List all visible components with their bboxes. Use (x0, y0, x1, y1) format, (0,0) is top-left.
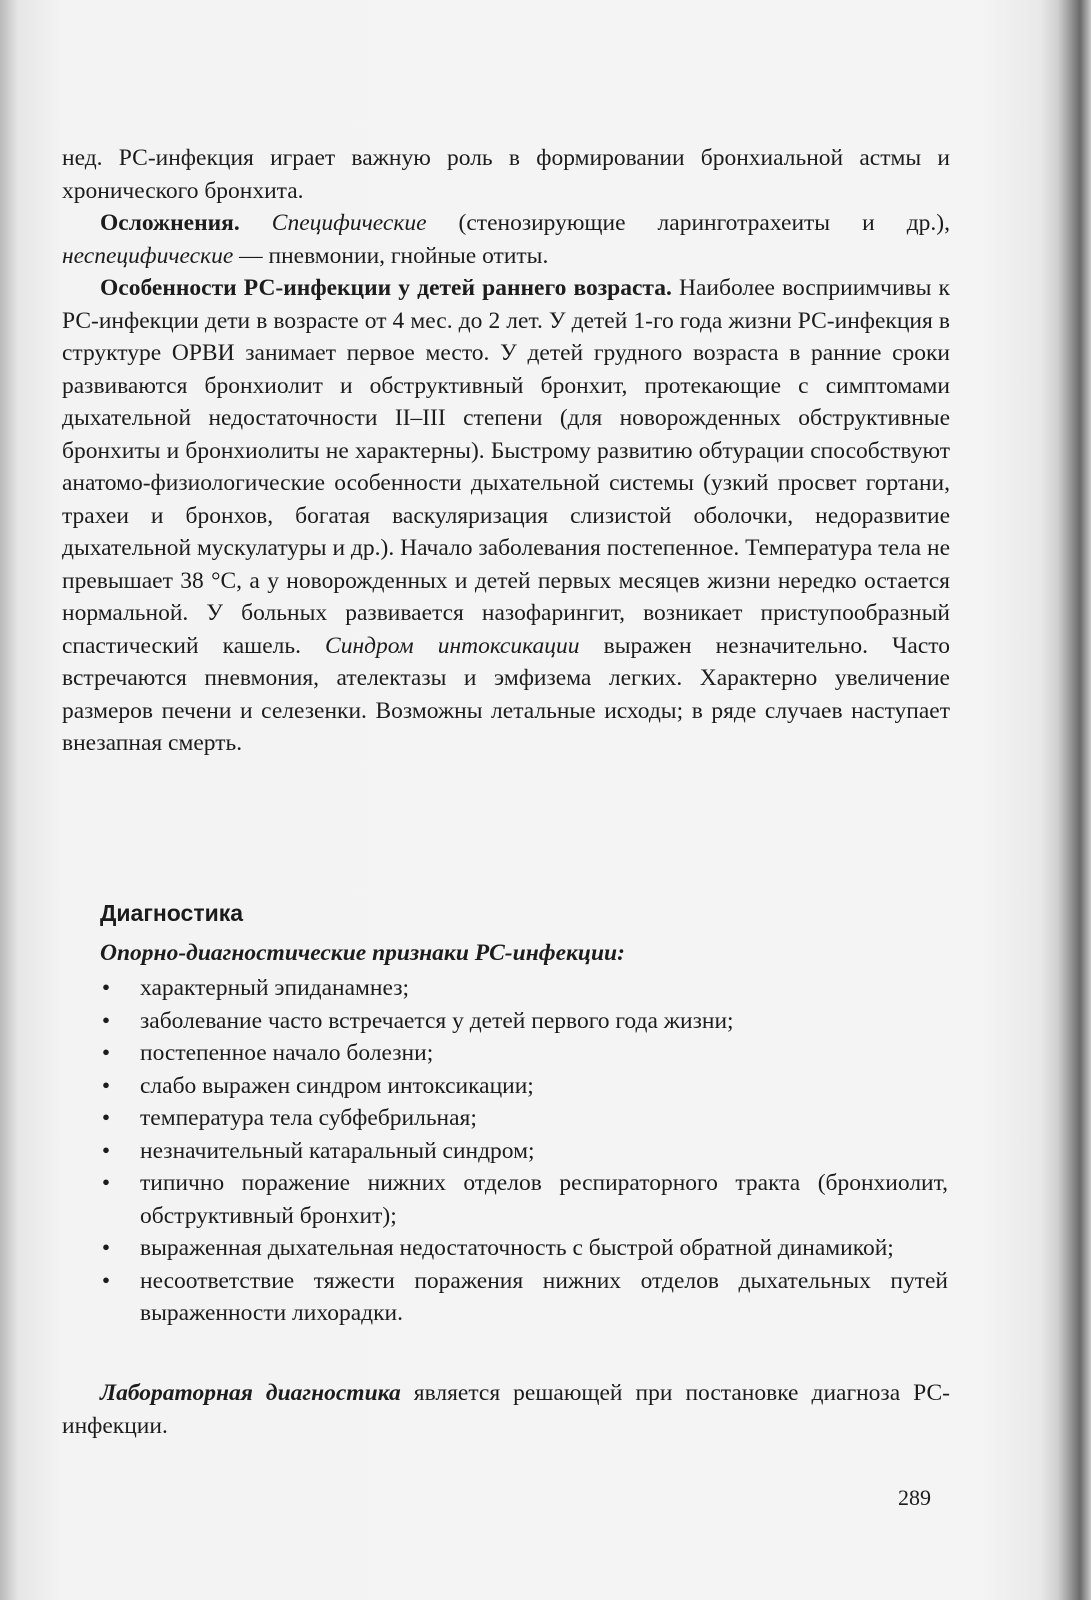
list-item (100, 1070, 948, 1103)
section-heading-diagnostics: Диагностика (100, 900, 244, 926)
features-intoxication: Синдром интоксикации (325, 632, 580, 659)
list-item-text: заболевание часто встречается у детей первого года жизни; (140, 1007, 734, 1034)
list-item (100, 1037, 948, 1070)
list-item (100, 1265, 948, 1330)
lab-text: является решающей при постановке диагноза РС-инфекции. (62, 1380, 951, 1439)
complications-label: Осложнения. (100, 210, 240, 236)
complications-specific: Специфические (271, 210, 427, 236)
list-item-text: характерный эпиданамнез; (140, 975, 410, 1001)
complications-nonspecific: неспецифические (62, 242, 234, 269)
list-item-text: выраженная дыхательная недостаточность с быстрой обратной динамикой; (140, 1235, 894, 1261)
list-item-text: температура тела субфебрильная; (140, 1105, 477, 1131)
bullet-marker: • (101, 975, 111, 1001)
page-number: 289 (898, 1485, 931, 1510)
paragraph-lab-diagnostics (62, 1377, 950, 1442)
bullet-marker: • (101, 1267, 111, 1294)
diagnostic-signs-list (100, 972, 948, 1330)
list-item (100, 972, 948, 1005)
paragraph-early-age-features (62, 272, 950, 760)
paragraph-complications (62, 207, 950, 272)
bullet-marker: • (101, 1040, 111, 1066)
features-label: Особенности РС-инфекции у детей раннего возраста. (100, 275, 672, 301)
complications-specific-text: (стенозирующие ларинготрахеиты и др.), (426, 210, 950, 236)
list-item (100, 1005, 948, 1038)
list-item-text: слабо выражен синдром интоксикации; (140, 1072, 534, 1099)
lab-label: Лабораторная диагностика (100, 1380, 401, 1406)
bullet-marker: • (101, 1007, 111, 1034)
paragraph-asthma: нед. РС-инфекция играет важную роль в формировании бронхиальной астмы и хронического бронхита. (62, 145, 950, 204)
list-item-text: постепенное начало болезни; (140, 1040, 434, 1066)
list-item (100, 1135, 948, 1168)
bullet-marker: • (101, 1105, 111, 1131)
complications-nonspecific-text: — пневмонии, гнойные отиты. (233, 242, 549, 269)
bullet-marker: • (101, 1170, 111, 1196)
subheading-diagnostic-signs: Опорно-диагностические признаки РС-инфекции: (100, 940, 625, 966)
features-text-b: выражен незначительно. Часто встречаются пневмония, ателектазы и эмфизема легких. Характерно увеличение размеров печени и селезенки. Возможны летальные исходы; в ряде случаев наступает внезапная смерть. (62, 632, 950, 756)
list-item-text: незначительный катаральный синдром; (140, 1137, 535, 1164)
list-item-text: несоответствие тяжести поражения нижних отделов дыхательных путей выраженности лихорадки. (140, 1267, 948, 1326)
bullet-marker: • (101, 1072, 111, 1099)
list-item (100, 1102, 948, 1135)
features-text-a: Наиболее восприимчивы к РС-инфекции дети в возрасте от 4 мес. до 2 лет. У детей 1-го года жизни РС-инфекция в структуре ОРВИ занимает первое место. У детей грудного возраста в ранние сроки развиваются бронхиолит и обструктивный бронхит, протекающие с симптомами дыхательной недостаточности II–III степени (для новорожденных обструктивные бронхиты и бронхиолиты не характерны). Быстрому развитию обтурации способствуют анатомо-физиологические особенности дыхательной системы (узкий просвет гортани, трахеи и бронхов, богатая васкуляризация слизистой оболочки, недоразвитие дыхательной мускулатуры и др.). Начало заболевания постепенное. Температура тела не превышает 38 °С, а у новорожденных и детей первых месяцев жизни нередко остается нормальной. У больных развивается назофарингит, возникает приступообразный спастический кашель. (62, 275, 950, 659)
list-item (100, 1167, 948, 1232)
list-item (100, 1232, 948, 1265)
list-item-text: типично поражение нижних отделов респираторного тракта (бронхиолит, обструктивный бронхит); (140, 1170, 948, 1229)
bullet-marker: • (101, 1137, 111, 1164)
main-text (62, 142, 950, 760)
bullet-marker: • (101, 1235, 111, 1261)
